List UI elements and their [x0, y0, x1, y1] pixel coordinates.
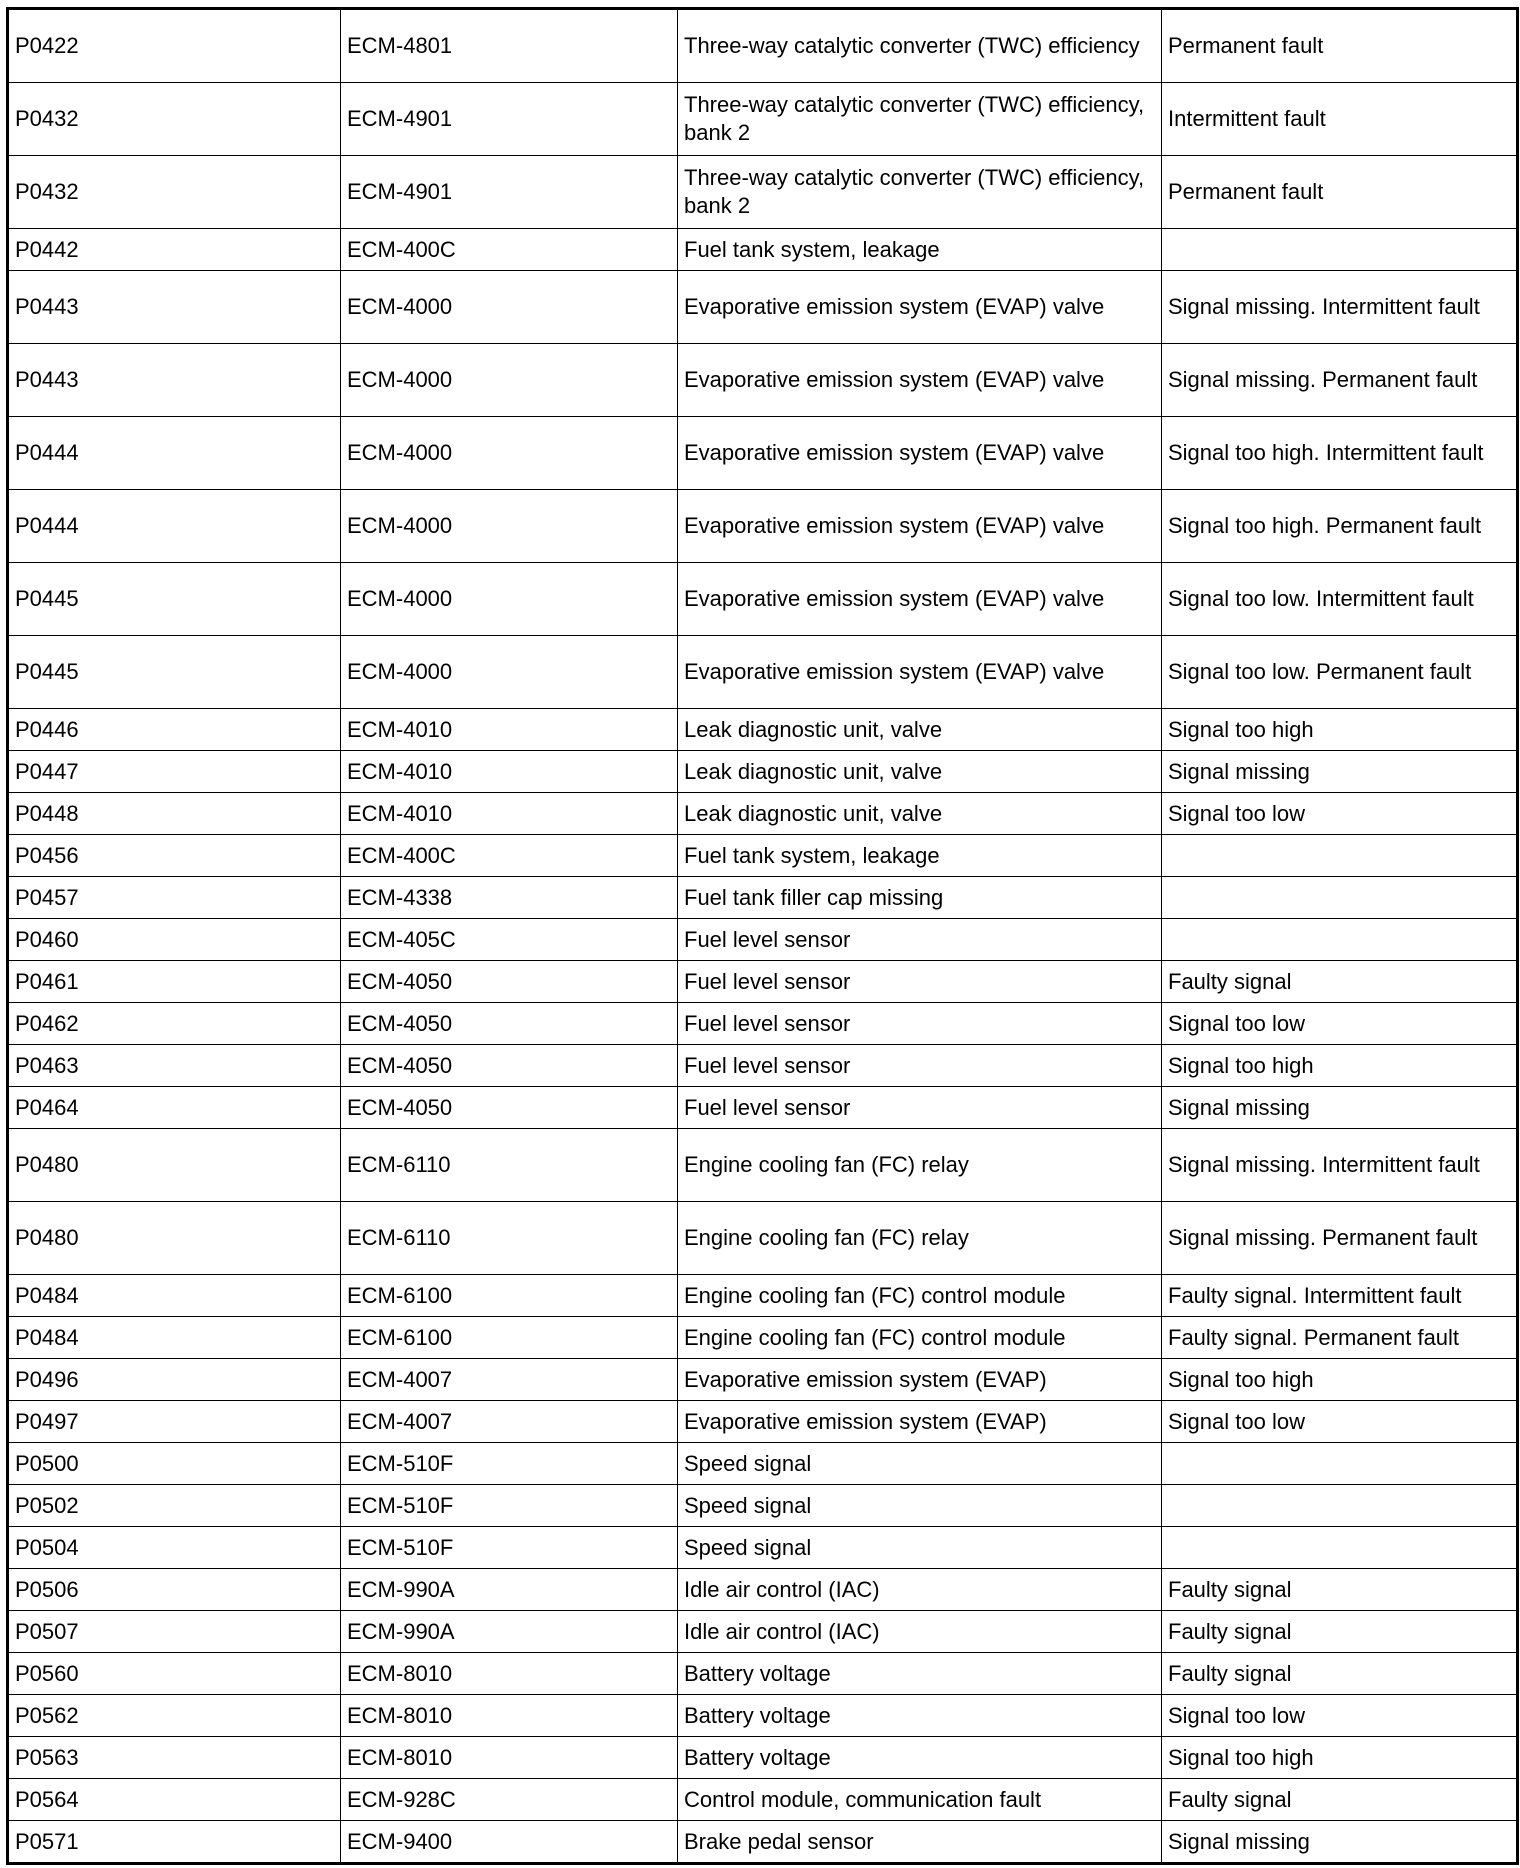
- dtc-code-cell: P0456: [8, 835, 341, 877]
- component-cell: Evaporative emission system (EVAP) valve: [678, 344, 1162, 417]
- fault-type-cell: Signal too low: [1162, 1401, 1518, 1443]
- fault-type-cell: Signal too low. Intermittent fault: [1162, 563, 1518, 636]
- component-cell: Speed signal: [678, 1443, 1162, 1485]
- table-row: [8, 1202, 1518, 1275]
- table-row: [8, 563, 1518, 636]
- component-cell: Battery voltage: [678, 1653, 1162, 1695]
- ecm-code-cell: ECM-4801: [341, 9, 678, 83]
- fault-type-cell: Permanent fault: [1162, 156, 1518, 229]
- component-cell: Three-way catalytic converter (TWC) efficiency: [678, 9, 1162, 83]
- table-row: [8, 1527, 1518, 1569]
- fault-type-cell: Signal too high: [1162, 1737, 1518, 1779]
- table-row: [8, 1359, 1518, 1401]
- dtc-code-cell: P0444: [8, 417, 341, 490]
- fault-type-cell: Signal too low: [1162, 1003, 1518, 1045]
- component-cell: Three-way catalytic converter (TWC) efficiency, bank 2: [678, 83, 1162, 156]
- ecm-code-cell: ECM-6100: [341, 1317, 678, 1359]
- dtc-code-cell: P0507: [8, 1611, 341, 1653]
- component-cell: Engine cooling fan (FC) control module: [678, 1317, 1162, 1359]
- table-row: [8, 877, 1518, 919]
- component-cell: Fuel tank filler cap missing: [678, 877, 1162, 919]
- fault-type-cell: Signal too high: [1162, 709, 1518, 751]
- dtc-code-cell: P0448: [8, 793, 341, 835]
- fault-type-cell: [1162, 1443, 1518, 1485]
- component-cell: Idle air control (IAC): [678, 1611, 1162, 1653]
- ecm-code-cell: ECM-400C: [341, 229, 678, 271]
- component-cell: Battery voltage: [678, 1695, 1162, 1737]
- dtc-code-cell: P0460: [8, 919, 341, 961]
- dtc-code-cell: P0446: [8, 709, 341, 751]
- ecm-code-cell: ECM-4010: [341, 793, 678, 835]
- fault-type-cell: Signal too high. Permanent fault: [1162, 490, 1518, 563]
- dtc-code-cell: P0500: [8, 1443, 341, 1485]
- table-row: [8, 751, 1518, 793]
- table-row: [8, 1443, 1518, 1485]
- component-cell: Battery voltage: [678, 1737, 1162, 1779]
- fault-type-cell: Signal missing: [1162, 751, 1518, 793]
- fault-type-cell: Faulty signal: [1162, 1611, 1518, 1653]
- ecm-code-cell: ECM-6110: [341, 1129, 678, 1202]
- table-row: [8, 793, 1518, 835]
- ecm-code-cell: ECM-510F: [341, 1443, 678, 1485]
- component-cell: Fuel level sensor: [678, 919, 1162, 961]
- component-cell: Engine cooling fan (FC) control module: [678, 1275, 1162, 1317]
- table-row: [8, 1401, 1518, 1443]
- ecm-code-cell: ECM-4000: [341, 563, 678, 636]
- ecm-code-cell: ECM-400C: [341, 835, 678, 877]
- component-cell: Engine cooling fan (FC) relay: [678, 1129, 1162, 1202]
- table-row: [8, 1129, 1518, 1202]
- table-row: [8, 1485, 1518, 1527]
- ecm-code-cell: ECM-4000: [341, 490, 678, 563]
- dtc-table: [6, 7, 1519, 1865]
- table-row: [8, 1569, 1518, 1611]
- ecm-code-cell: ECM-928C: [341, 1779, 678, 1821]
- dtc-code-cell: P0442: [8, 229, 341, 271]
- ecm-code-cell: ECM-4000: [341, 417, 678, 490]
- dtc-code-cell: P0571: [8, 1821, 341, 1864]
- ecm-code-cell: ECM-6110: [341, 1202, 678, 1275]
- component-cell: Evaporative emission system (EVAP) valve: [678, 490, 1162, 563]
- fault-type-cell: Signal too high: [1162, 1045, 1518, 1087]
- component-cell: Engine cooling fan (FC) relay: [678, 1202, 1162, 1275]
- table-row: [8, 9, 1518, 83]
- table-row: [8, 709, 1518, 751]
- ecm-code-cell: ECM-4901: [341, 83, 678, 156]
- dtc-code-cell: P0422: [8, 9, 341, 83]
- component-cell: Evaporative emission system (EVAP): [678, 1401, 1162, 1443]
- ecm-code-cell: ECM-8010: [341, 1653, 678, 1695]
- component-cell: Evaporative emission system (EVAP) valve: [678, 271, 1162, 344]
- ecm-code-cell: ECM-510F: [341, 1527, 678, 1569]
- ecm-code-cell: ECM-6100: [341, 1275, 678, 1317]
- component-cell: Evaporative emission system (EVAP) valve: [678, 417, 1162, 490]
- component-cell: Fuel tank system, leakage: [678, 229, 1162, 271]
- dtc-code-cell: P0432: [8, 156, 341, 229]
- fault-type-cell: Faulty signal: [1162, 961, 1518, 1003]
- component-cell: Fuel level sensor: [678, 1045, 1162, 1087]
- table-row: [8, 1737, 1518, 1779]
- component-cell: Speed signal: [678, 1485, 1162, 1527]
- dtc-code-cell: P0484: [8, 1275, 341, 1317]
- fault-type-cell: Faulty signal: [1162, 1653, 1518, 1695]
- table-row: [8, 1317, 1518, 1359]
- table-row: [8, 1003, 1518, 1045]
- table-row: [8, 1275, 1518, 1317]
- table-row: [8, 417, 1518, 490]
- component-cell: Brake pedal sensor: [678, 1821, 1162, 1864]
- component-cell: Speed signal: [678, 1527, 1162, 1569]
- dtc-code-cell: P0445: [8, 636, 341, 709]
- table-row: [8, 156, 1518, 229]
- component-cell: Three-way catalytic converter (TWC) efficiency, bank 2: [678, 156, 1162, 229]
- fault-type-cell: Intermittent fault: [1162, 83, 1518, 156]
- dtc-code-cell: P0564: [8, 1779, 341, 1821]
- dtc-table-container: [6, 7, 1519, 1865]
- fault-type-cell: Permanent fault: [1162, 9, 1518, 83]
- ecm-code-cell: ECM-4901: [341, 156, 678, 229]
- dtc-code-cell: P0496: [8, 1359, 341, 1401]
- ecm-code-cell: ECM-4000: [341, 344, 678, 417]
- fault-type-cell: Signal too low: [1162, 793, 1518, 835]
- ecm-code-cell: ECM-4000: [341, 636, 678, 709]
- fault-type-cell: [1162, 919, 1518, 961]
- component-cell: Fuel tank system, leakage: [678, 835, 1162, 877]
- fault-type-cell: Signal too low: [1162, 1695, 1518, 1737]
- fault-type-cell: Faulty signal. Permanent fault: [1162, 1317, 1518, 1359]
- fault-type-cell: [1162, 835, 1518, 877]
- dtc-code-cell: P0560: [8, 1653, 341, 1695]
- table-row: [8, 1653, 1518, 1695]
- ecm-code-cell: ECM-405C: [341, 919, 678, 961]
- dtc-code-cell: P0506: [8, 1569, 341, 1611]
- table-row: [8, 271, 1518, 344]
- ecm-code-cell: ECM-4050: [341, 961, 678, 1003]
- dtc-code-cell: P0504: [8, 1527, 341, 1569]
- dtc-code-cell: P0480: [8, 1202, 341, 1275]
- fault-type-cell: Signal too high. Intermittent fault: [1162, 417, 1518, 490]
- table-row: [8, 1779, 1518, 1821]
- ecm-code-cell: ECM-4010: [341, 751, 678, 793]
- dtc-code-cell: P0432: [8, 83, 341, 156]
- component-cell: Evaporative emission system (EVAP) valve: [678, 636, 1162, 709]
- dtc-code-cell: P0563: [8, 1737, 341, 1779]
- table-row: [8, 919, 1518, 961]
- fault-type-cell: Signal missing. Intermittent fault: [1162, 271, 1518, 344]
- table-row: [8, 1045, 1518, 1087]
- component-cell: Fuel level sensor: [678, 1087, 1162, 1129]
- ecm-code-cell: ECM-4050: [341, 1087, 678, 1129]
- component-cell: Fuel level sensor: [678, 961, 1162, 1003]
- ecm-code-cell: ECM-4338: [341, 877, 678, 919]
- fault-type-cell: [1162, 1527, 1518, 1569]
- table-row: [8, 1821, 1518, 1864]
- component-cell: Idle air control (IAC): [678, 1569, 1162, 1611]
- component-cell: Leak diagnostic unit, valve: [678, 751, 1162, 793]
- dtc-code-cell: P0461: [8, 961, 341, 1003]
- ecm-code-cell: ECM-4050: [341, 1045, 678, 1087]
- dtc-code-cell: P0497: [8, 1401, 341, 1443]
- component-cell: Leak diagnostic unit, valve: [678, 709, 1162, 751]
- table-row: [8, 961, 1518, 1003]
- ecm-code-cell: ECM-510F: [341, 1485, 678, 1527]
- fault-type-cell: Signal missing. Permanent fault: [1162, 344, 1518, 417]
- dtc-code-cell: P0444: [8, 490, 341, 563]
- fault-type-cell: Signal missing. Permanent fault: [1162, 1202, 1518, 1275]
- component-cell: Leak diagnostic unit, valve: [678, 793, 1162, 835]
- component-cell: Control module, communication fault: [678, 1779, 1162, 1821]
- dtc-table-body: [8, 9, 1518, 1864]
- ecm-code-cell: ECM-990A: [341, 1569, 678, 1611]
- fault-type-cell: Signal missing: [1162, 1821, 1518, 1864]
- dtc-code-cell: P0464: [8, 1087, 341, 1129]
- dtc-code-cell: P0480: [8, 1129, 341, 1202]
- ecm-code-cell: ECM-9400: [341, 1821, 678, 1864]
- ecm-code-cell: ECM-8010: [341, 1737, 678, 1779]
- table-row: [8, 835, 1518, 877]
- dtc-code-cell: P0443: [8, 271, 341, 344]
- ecm-code-cell: ECM-4010: [341, 709, 678, 751]
- ecm-code-cell: ECM-4000: [341, 271, 678, 344]
- table-row: [8, 490, 1518, 563]
- ecm-code-cell: ECM-4007: [341, 1401, 678, 1443]
- table-row: [8, 1695, 1518, 1737]
- ecm-code-cell: ECM-4007: [341, 1359, 678, 1401]
- table-row: [8, 83, 1518, 156]
- dtc-code-cell: P0462: [8, 1003, 341, 1045]
- fault-type-cell: Signal too high: [1162, 1359, 1518, 1401]
- table-row: [8, 636, 1518, 709]
- dtc-code-cell: P0463: [8, 1045, 341, 1087]
- fault-type-cell: Faulty signal: [1162, 1569, 1518, 1611]
- dtc-code-cell: P0502: [8, 1485, 341, 1527]
- dtc-code-cell: P0443: [8, 344, 341, 417]
- dtc-code-cell: P0445: [8, 563, 341, 636]
- component-cell: Fuel level sensor: [678, 1003, 1162, 1045]
- fault-type-cell: [1162, 229, 1518, 271]
- ecm-code-cell: ECM-8010: [341, 1695, 678, 1737]
- fault-type-cell: Signal missing. Intermittent fault: [1162, 1129, 1518, 1202]
- fault-type-cell: Signal too low. Permanent fault: [1162, 636, 1518, 709]
- dtc-code-cell: P0457: [8, 877, 341, 919]
- fault-type-cell: Faulty signal. Intermittent fault: [1162, 1275, 1518, 1317]
- table-row: [8, 229, 1518, 271]
- dtc-code-cell: P0447: [8, 751, 341, 793]
- fault-type-cell: [1162, 1485, 1518, 1527]
- ecm-code-cell: ECM-990A: [341, 1611, 678, 1653]
- fault-type-cell: Signal missing: [1162, 1087, 1518, 1129]
- fault-type-cell: Faulty signal: [1162, 1779, 1518, 1821]
- component-cell: Evaporative emission system (EVAP) valve: [678, 563, 1162, 636]
- component-cell: Evaporative emission system (EVAP): [678, 1359, 1162, 1401]
- table-row: [8, 1611, 1518, 1653]
- ecm-code-cell: ECM-4050: [341, 1003, 678, 1045]
- table-row: [8, 344, 1518, 417]
- dtc-code-cell: P0484: [8, 1317, 341, 1359]
- fault-type-cell: [1162, 877, 1518, 919]
- dtc-code-cell: P0562: [8, 1695, 341, 1737]
- table-row: [8, 1087, 1518, 1129]
